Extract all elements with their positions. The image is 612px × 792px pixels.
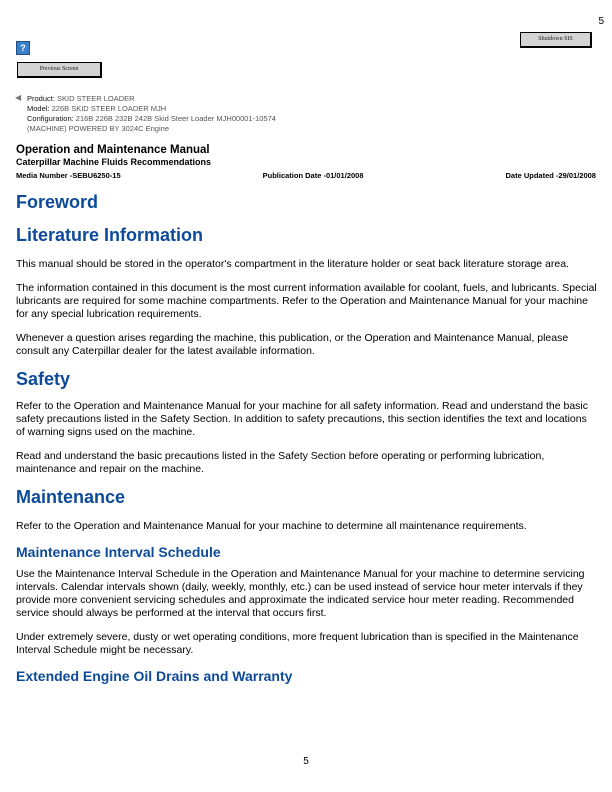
product-info: [17, 94, 276, 134]
heading-extended-engine-oil-drains: Extended Engine Oil Drains and Warranty: [16, 668, 293, 684]
paragraph: Use the Maintenance Interval Schedule in the Operation and Maintenance Manual for your machine to determine servicing intervals. Calendar intervals shown (daily, weekly, monthly, etc.) can be used instead of service hour meter intervals if they provide more convenient servicing schedules and approximate the indicated service hour meter reading. Recommended service should always be performed at the interval that occurs first.: [16, 568, 585, 619]
paragraph: Refer to the Operation and Maintenance Manual for your machine for all safety information. Read and understand the basic safety precautions listed in the Safety Section. In addition to safety precautions, this section identifies the text and locations of warning signs used on the machine.: [16, 400, 588, 438]
page-number-bottom: 5: [303, 756, 309, 767]
manual-subtitle: Caterpillar Machine Fluids Recommendations: [16, 157, 212, 167]
heading-maintenance-interval-schedule: Maintenance Interval Schedule: [16, 544, 221, 560]
paragraph: This manual should be stored in the operator's compartment in the literature holder or seat back literature storage area.: [16, 258, 569, 270]
model-label: Model:: [27, 104, 50, 113]
heading-maintenance: Maintenance: [16, 487, 126, 507]
date-updated: Date Updated -29/01/2008: [505, 171, 596, 180]
config-label: Configuration:: [27, 114, 74, 123]
shutdown-sis-button[interactable]: Shutdown SIS: [520, 32, 592, 48]
paragraph: Whenever a question arises regarding the machine, this publication, or the Operation and Maintenance Manual, please consult any Caterpillar dealer for the latest available information.: [16, 332, 569, 357]
manual-title: Operation and Maintenance Manual: [16, 144, 210, 156]
document-body: [16, 192, 598, 692]
paragraph: The information contained in this document is the most current information available for coolant, fuels, and lubricants. Special lubricants are required for some machine compartments. Refer to the Operation and Maintenance Manual for your machine for any special lubrication requirements.: [16, 282, 597, 320]
product-label: Product:: [27, 94, 55, 103]
back-arrow-icon[interactable]: ◀: [15, 93, 22, 102]
heading-literature-information: Literature Information: [16, 225, 204, 245]
paragraph: Under extremely severe, dusty or wet operating conditions, more frequent lubrication than is specified in the Maintenance Interval Schedule might be necessary.: [16, 631, 579, 656]
config-value-2: (MACHINE) POWERED BY 3024C Engine: [27, 124, 169, 133]
model-value: 226B SKID STEER LOADER MJH: [51, 104, 167, 113]
config-value: 216B 226B 232B 242B Skid Steer Loader MJH00001-10574: [75, 114, 276, 123]
paragraph: Refer to the Operation and Maintenance Manual for your machine to determine all maintenance requirements.: [16, 520, 527, 532]
previous-screen-button[interactable]: Previous Screen: [17, 62, 102, 78]
help-icon[interactable]: ?: [16, 41, 30, 55]
heading-safety: Safety: [16, 369, 71, 389]
heading-foreword: Foreword: [16, 192, 99, 212]
media-number: Media Number -SEBU6250-15: [16, 171, 121, 180]
media-info-row: [16, 171, 596, 180]
page-number-top: 5: [598, 16, 604, 27]
publication-date: Publication Date -01/01/2008: [262, 171, 364, 180]
product-value: SKID STEER LOADER: [57, 94, 135, 103]
paragraph: Read and understand the basic precautions listed in the Safety Section before operating or performing lubrication, maintenance and repair on the machine.: [16, 450, 545, 475]
